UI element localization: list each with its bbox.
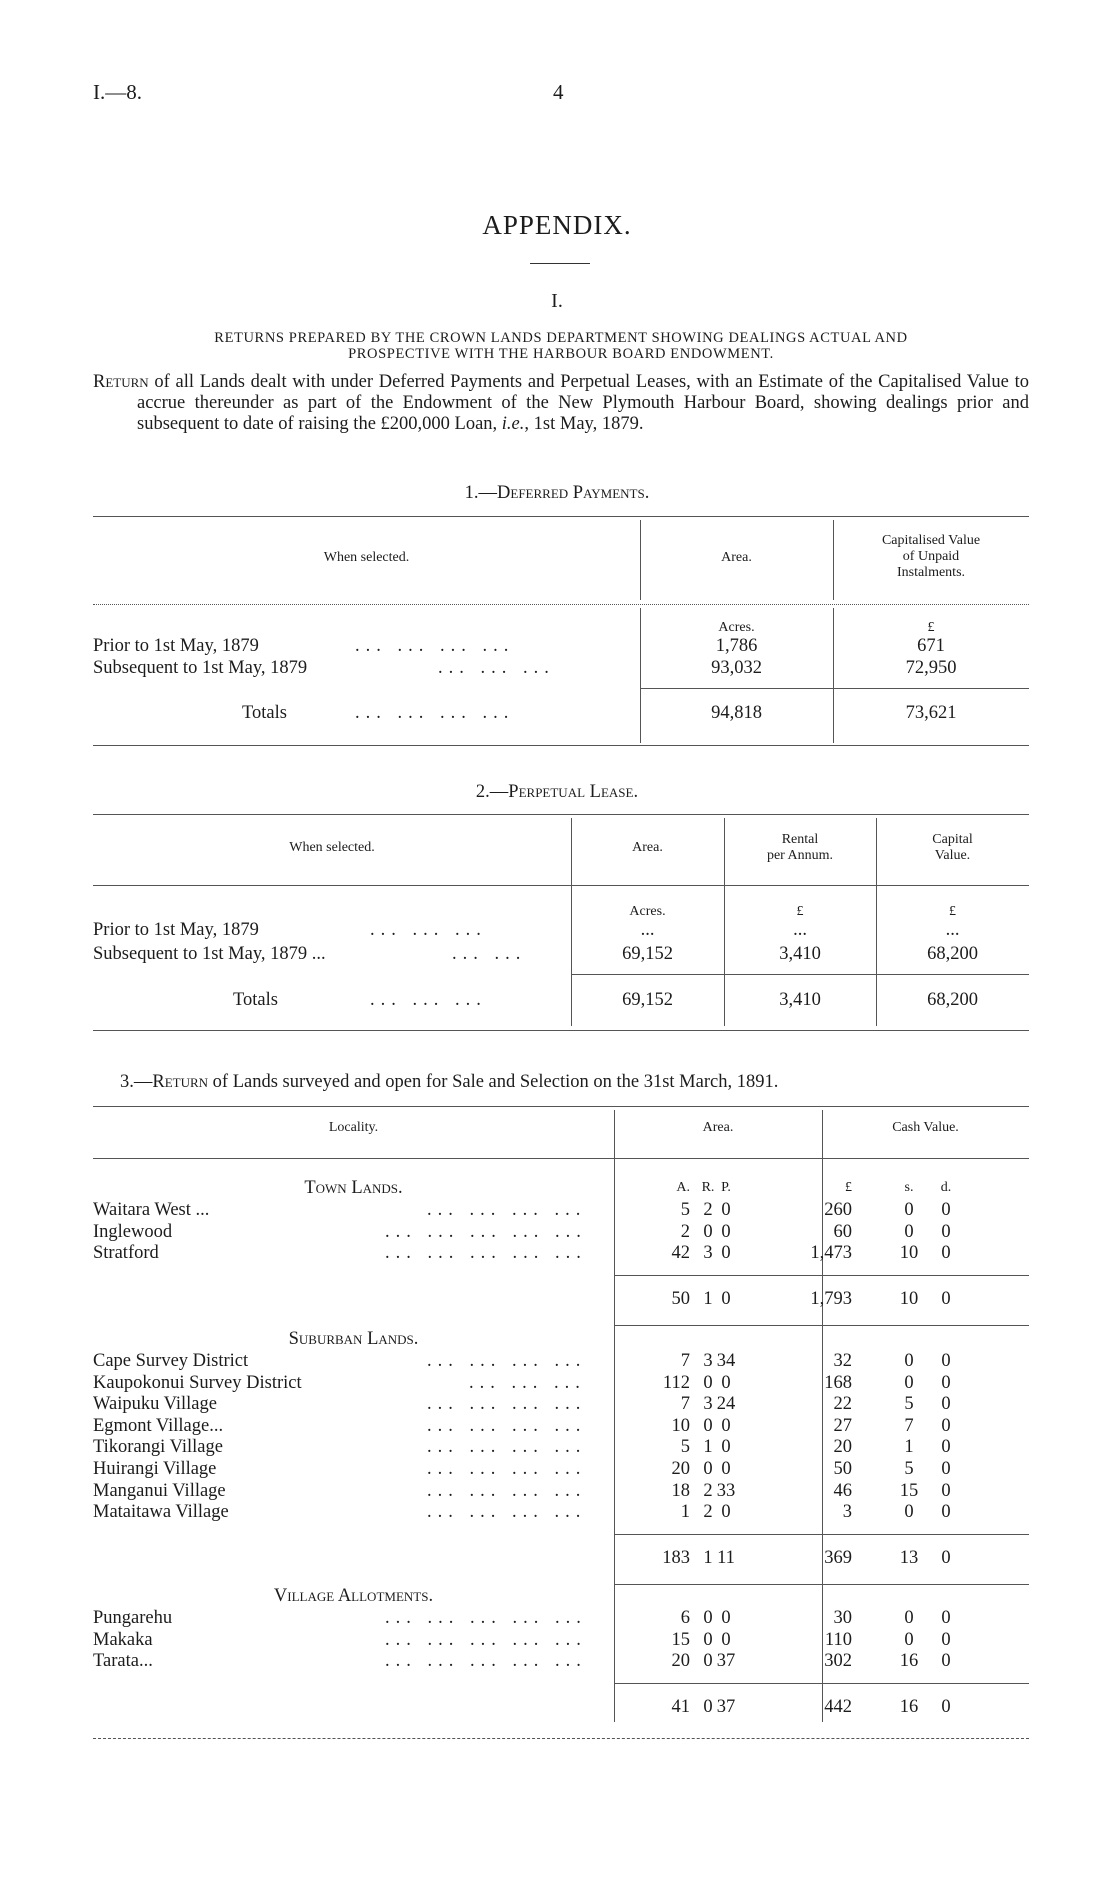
table2-col-area: Area. [632,840,663,855]
table3-col-cash: Cash Value. [892,1120,959,1135]
table1-row-value: 671 [917,636,945,656]
table3-col-locality: Locality. [328,1120,379,1135]
table3-row-l: 30 [833,1608,852,1628]
table3-row-label: Pungarehu [93,1608,173,1628]
table3-group-rule [614,1325,1029,1326]
table3-row-p: 24 [716,1394,736,1415]
table1-row-label: Prior to 1st May, 1879 [93,636,259,656]
table1-unit-cap: £ [927,620,935,635]
table2-totals-label: Totals [233,990,278,1010]
table2-col-cap-line1: Capital [932,832,973,847]
table3-row-d: 0 [941,1415,951,1436]
table1-row-label: Subsequent to 1st May, 1879 [93,658,308,678]
table3-row-d: 0 [941,1608,951,1628]
table3-row-l: 32 [833,1351,852,1371]
table3-row-l: 60 [833,1221,852,1242]
table3-row-s: 0 [904,1351,914,1371]
table3-row-d: 0 [941,1437,951,1458]
table3-row-l: 260 [824,1200,852,1220]
table3-row-r: 0 [703,1459,713,1479]
table3-total-r: 0 [703,1696,713,1717]
table3-row-p: 0 [721,1200,731,1220]
table3-row-a: 5 [680,1437,690,1458]
table3-row-r: 1 [703,1437,713,1458]
table3-row-label: Stratford [93,1243,159,1264]
table2-col-capital [876,832,1029,864]
table1-total-area: 94,818 [711,703,762,723]
table3-row-label: Mataitawa Village [93,1502,229,1523]
table3-row-r: 0 [703,1608,713,1628]
table3-row-l: 50 [833,1459,852,1479]
table3-row-s: 5 [904,1459,914,1479]
table3-row-l: 27 [833,1415,852,1436]
table3-row-s: 0 [904,1200,914,1220]
table3-row-r: 0 [703,1372,713,1393]
table3-row-l: 302 [824,1651,852,1672]
table2-total-value: 68,200 [927,990,978,1010]
table3-row-a: 15 [671,1629,690,1650]
table3-title-num: 3.— [120,1072,153,1092]
table2-top-rule [93,814,1029,815]
table3-row-dots: ... ... ... ... ... [385,1629,587,1650]
table3-total-a: 41 [671,1696,690,1717]
table3-row-p: 0 [721,1608,731,1628]
table3-row-r: 0 [703,1629,713,1650]
table2-row-label: Prior to 1st May, 1879 [93,920,259,940]
table1-bottom-rule [93,745,1029,746]
table3-row-s: 16 [899,1651,919,1672]
table3-row-d: 0 [941,1243,951,1264]
table3-row-s: 7 [904,1415,914,1436]
table3-row-d: 0 [941,1629,951,1650]
table3-row-l: 110 [824,1629,852,1650]
table3-total-d: 0 [941,1696,951,1717]
table3-row-dots: ... ... ... ... ... [385,1608,587,1628]
table3-row-s: 0 [904,1221,914,1242]
table3-row-r: 2 [703,1502,713,1523]
table3-row-a: 7 [680,1351,690,1371]
table3-col-area: Area. [702,1120,734,1135]
table1-row-dots: ... ... ... ... [355,636,515,656]
table3-unit-roods: R. [701,1180,715,1195]
table3-row-label: Waitara West ... [93,1200,210,1220]
table3-subtotal-rule [614,1534,822,1535]
table1-subtotal-rule [640,688,1029,689]
table3-row-d: 0 [941,1351,951,1371]
table2-row-label: Subsequent to 1st May, 1879 ... [93,944,326,964]
table3-row-label: Waipuku Village [93,1394,217,1415]
table1-totals-label: Totals [242,703,287,723]
table2-row-area: ... [640,920,655,940]
table3-row-r: 0 [703,1415,713,1436]
table3-unit-pence: d. [940,1180,952,1195]
table1-title [0,483,1114,504]
returns-heading-line1: RETURNS PREPARED BY THE CROWN LANDS DEPARTMENT SHOWING DEALINGS ACTUAL AND [214,330,908,346]
table3-row-label: Kaupokonui Survey District [93,1372,302,1393]
table3-bottom-rule [93,1738,1029,1739]
table3-row-a: 20 [671,1651,690,1672]
table3-total-d: 0 [941,1288,951,1309]
table3-row-a: 2 [680,1221,690,1242]
table3-title-rest: of Lands surveyed and open for Sale and Selection on the 31st March, 1891. [208,1072,779,1092]
intro-paragraph [93,372,1029,435]
table3-row-p: 0 [721,1372,731,1393]
table3-row-dots: ... ... ... ... ... [385,1243,587,1264]
table3-total-a: 183 [662,1547,690,1568]
table3-row-a: 1 [680,1502,690,1523]
table1-totals-dots: ... ... ... ... [355,703,515,723]
table3-row-dots: ... ... ... ... [427,1415,587,1436]
table3-subtotal-rule [822,1683,1029,1684]
table1-total-value: 73,621 [905,703,957,723]
table1-col-cap-line3: Instalments. [896,565,966,580]
table3-row-a: 20 [671,1459,690,1479]
table3-row-r: 0 [703,1651,713,1672]
table2-header-rule [93,885,1029,886]
table3-row-dots: ... ... ... ... [427,1437,587,1458]
table3-row-dots: ... ... ... ... [427,1200,587,1220]
table3-row-p: 34 [716,1351,736,1371]
table3-total-p: 11 [717,1547,735,1568]
table3-title-lead: Return [152,1072,209,1092]
table3-row-p: 0 [721,1502,731,1523]
returns-heading-line2: PROSPECTIVE WITH THE HARBOUR BOARD ENDOWMENT. [348,346,774,362]
table2-title [0,782,1114,803]
table3-row-a: 18 [671,1480,690,1501]
table3-row-label: Egmont Village... [93,1415,224,1436]
table1-row-area: 93,032 [711,658,762,678]
table3-row-d: 0 [941,1372,951,1393]
table3-row-d: 0 [941,1480,951,1501]
table3-group-heading: Suburban Lands. [288,1329,419,1349]
table3-total-l: 369 [824,1547,852,1568]
intro-lead: Return [93,372,149,392]
table3-row-r: 2 [703,1200,713,1220]
table2-row-dots: ... ... ... [370,920,487,940]
table3-row-d: 0 [941,1459,951,1479]
table1-col-cap-line1: Capitalised Value [881,533,981,548]
table3-unit-acres: A. [676,1180,690,1195]
table2-col-cap-line2: Value. [934,848,971,863]
table2-col-rent-line2: per Annum. [766,848,834,863]
table3-row-p: 0 [721,1459,731,1479]
table3-row-a: 5 [680,1200,690,1220]
table3-row-dots: ... ... ... ... ... [385,1221,587,1242]
table2-col-rental [724,832,876,864]
table3-top-rule [93,1106,1029,1107]
table3-row-s: 10 [899,1243,919,1264]
table3-total-d: 0 [941,1547,951,1568]
page-reference: I.—8. [93,80,142,104]
table3-row-s: 15 [899,1480,919,1501]
table3-row-p: 0 [721,1221,731,1242]
table3-subtotal-rule [614,1275,822,1276]
table3-row-dots: ... ... ... ... [427,1502,587,1523]
table3-total-r: 1 [703,1288,713,1309]
page-number: 4 [553,80,564,104]
table2-row-dots: ... ... [452,944,527,964]
table3-row-dots: ... ... ... ... ... [385,1651,587,1672]
table3-total-l: 442 [824,1696,852,1717]
table2-unit-area: Acres. [629,904,666,919]
table1-title-text: Deferred Payments. [497,483,650,503]
table3-row-dots: ... ... ... ... [427,1351,587,1371]
table2-totals-dots: ... ... ... [370,990,487,1010]
table2-unit-cap: £ [949,904,956,919]
table3-row-d: 0 [941,1394,951,1415]
table3-row-l: 46 [833,1480,852,1501]
table3-row-r: 2 [703,1480,713,1501]
table2-unit-rent: £ [796,904,804,919]
table3-group-rule [614,1584,1029,1585]
table3-group-heading: Town Lands. [304,1178,403,1198]
table3-subtotal-rule [822,1534,1029,1535]
table3-row-a: 10 [671,1415,690,1436]
table2-row-area: 69,152 [622,944,673,964]
table3-row-p: 37 [716,1651,736,1672]
table1-header-rule [93,604,1029,605]
table1-unit-area: Acres. [718,620,755,635]
table3-subtotal-rule [614,1683,822,1684]
table3-row-label: Inglewood [93,1221,173,1242]
table3-total-a: 50 [671,1288,690,1309]
table3-row-d: 0 [941,1200,951,1220]
table1-row-dots: ... ... ... [438,658,555,678]
table3-header-rule [93,1158,1029,1159]
table3-row-label: Cape Survey District [93,1351,249,1371]
section-number: I. [551,290,563,312]
table1-col-area: Area. [721,550,752,565]
table2-row-value: ... [945,920,960,940]
table2-row-rent: ... [793,920,807,940]
table3-row-d: 0 [941,1651,951,1672]
table3-row-l: 3 [842,1502,852,1523]
table2-title-text: Perpetual Lease. [508,782,639,802]
table2-col-when: When selected. [289,840,375,855]
table2-row-rent: 3,410 [779,944,821,964]
table1-col-capitalised [833,533,1029,581]
table3-row-d: 0 [941,1221,951,1242]
table3-row-label: Huirangi Village [93,1459,217,1479]
appendix-title: APPENDIX. [482,210,632,240]
intro-ie: i.e. [501,414,525,434]
table1-title-num: 1.— [464,483,498,503]
table3-vrule-1 [614,1110,615,1722]
table3-row-l: 1,473 [810,1243,852,1264]
table1-row-value: 72,950 [905,658,957,678]
table3-total-s: 10 [899,1288,919,1309]
table3-row-label: Tarata... [93,1651,153,1672]
table3-unit-shillings: s. [904,1180,914,1195]
table3-row-a: 7 [680,1394,690,1415]
table3-row-s: 1 [904,1437,914,1458]
returns-heading [93,330,1029,362]
table3-row-p: 0 [721,1437,731,1458]
table3-row-p: 33 [716,1480,736,1501]
table2-subtotal-rule [571,974,1029,975]
table3-unit-perches: P. [721,1180,731,1195]
intro-text: of all Lands dealt with under Deferred Payments and Perpetual Leases, with an Estimate of the Capitalised Value to accrue thereunder as part of the Endowment of the New Plymouth Harbour Board, showing dealings prior and subsequent to date of raising the £200,000 Loan, [137,372,1029,434]
table3-row-s: 0 [904,1502,914,1523]
table3-row-r: 3 [703,1351,713,1371]
table3-row-a: 6 [680,1608,690,1628]
table2-title-num: 2.— [475,782,509,802]
table3-row-dots: ... ... ... ... [427,1480,587,1501]
table3-row-dots: ... ... ... [469,1372,586,1393]
table3-group-heading: Village Allotments. [273,1586,434,1606]
table1-col-when: When selected. [323,550,410,565]
title-divider [530,263,590,264]
table3-row-dots: ... ... ... ... [427,1459,587,1479]
table3-total-r: 1 [703,1547,713,1568]
table3-row-d: 0 [941,1502,951,1523]
table3-row-r: 3 [703,1394,713,1415]
table3-row-label: Manganui Village [93,1480,226,1501]
table3-row-r: 3 [703,1243,713,1264]
table2-total-area: 69,152 [622,990,673,1010]
table3-row-p: 0 [721,1243,731,1264]
table3-row-label: Makaka [93,1629,153,1650]
table3-row-s: 0 [904,1608,914,1628]
table3-row-p: 0 [721,1415,731,1436]
table1-row-area: 1,786 [715,636,758,656]
table3-row-a: 112 [662,1372,690,1393]
table3-row-l: 20 [833,1437,852,1458]
table3-row-p: 0 [721,1629,731,1650]
table3-total-s: 13 [899,1547,919,1568]
table3-row-r: 0 [703,1221,713,1242]
table3-total-p: 0 [721,1288,731,1309]
table3-row-l: 22 [833,1394,852,1415]
table3-title [120,1072,778,1093]
table2-row-value: 68,200 [927,944,978,964]
table3-row-label: Tikorangi Village [93,1437,223,1458]
table2-total-rent: 3,410 [779,990,821,1010]
table3-row-s: 0 [904,1372,914,1393]
table3-unit-pounds: £ [845,1180,852,1195]
table3-row-s: 5 [904,1394,914,1415]
table3-total-s: 16 [899,1696,919,1717]
table3-subtotal-rule [822,1275,1029,1276]
table1-top-rule [93,516,1029,517]
intro-tail: , 1st May, 1879. [524,414,644,434]
table2-bottom-rule [93,1030,1029,1031]
table2-col-rent-line1: Rental [781,832,819,847]
table3-row-l: 168 [824,1372,852,1393]
table3-total-l: 1,793 [810,1288,852,1309]
table3-row-a: 42 [671,1243,690,1264]
table3-row-s: 0 [904,1629,914,1650]
table3-total-p: 37 [716,1696,736,1717]
table3-row-dots: ... ... ... ... [427,1394,587,1415]
table1-col-cap-line2: of Unpaid [902,549,960,564]
